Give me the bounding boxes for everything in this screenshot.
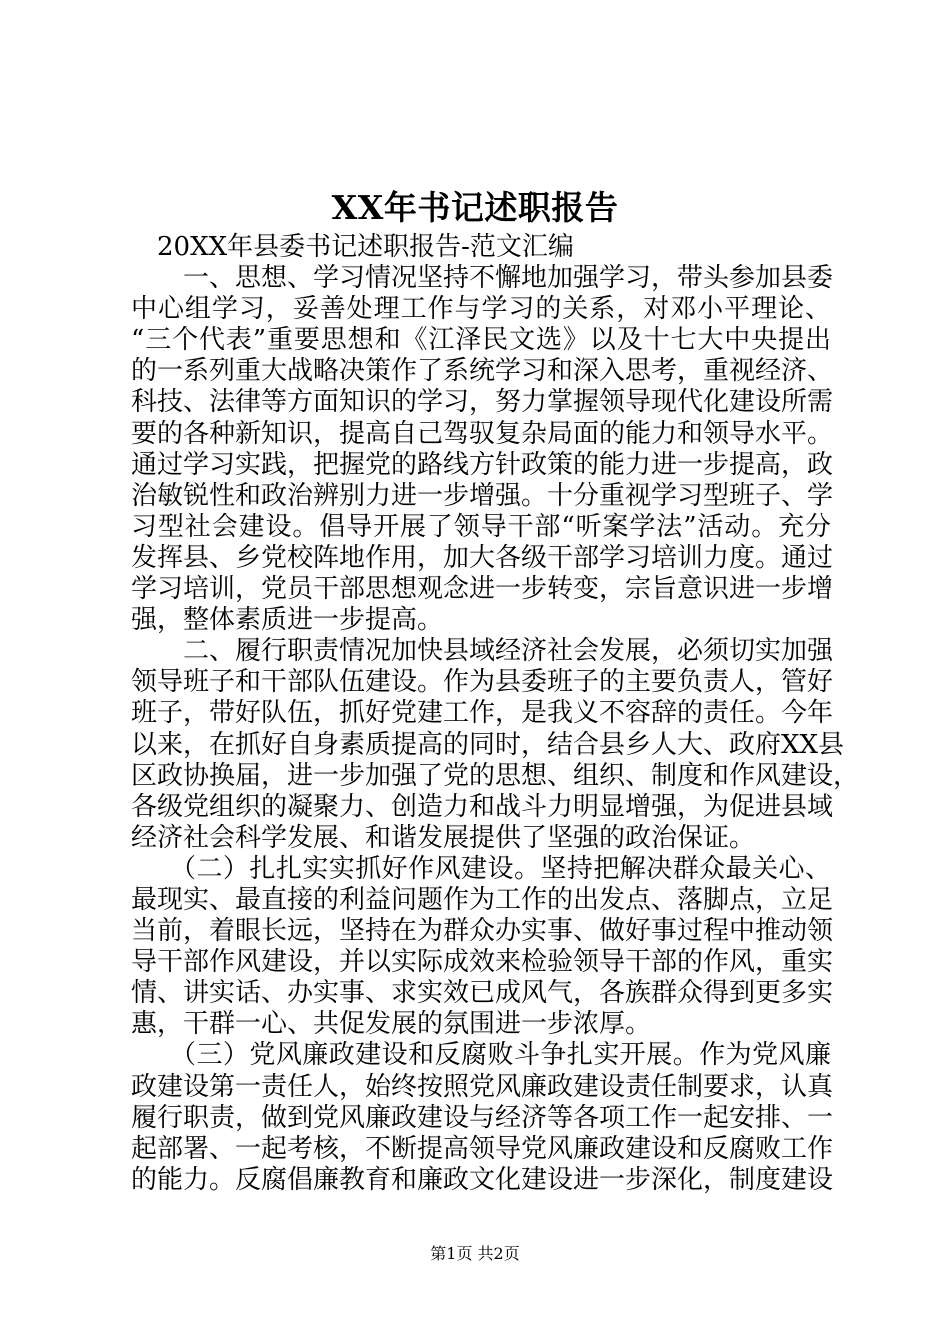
body-text-line: 的一系列重大战略决策作了系统学习和深入思考，重视经济、: [131, 356, 834, 387]
body-text-line: 当前，着眼长远，坚持在为群众办实事、做好事过程中推动领: [131, 916, 834, 947]
body-text-line: 强，整体素质进一步提高。: [131, 605, 444, 636]
body-text-line: 政建设第一责任人，始终按照党风廉政建设责任制要求，认真: [131, 1071, 834, 1102]
body-text-line: 经济社会科学发展、和谐发展提供了坚强的政治保证。: [131, 822, 756, 853]
body-text-line: 导干部作风建设，并以实际成效来检验领导干部的作风，重实: [131, 947, 834, 978]
body-text-line: 以来，在抓好自身素质提高的同时，结合县乡人大、政府XX县: [131, 729, 845, 760]
page-footer: 第1页 共2页: [430, 1244, 520, 1263]
body-text-line: 二、履行职责情况加快县域经济社会发展，必须切实加强: [183, 636, 834, 667]
body-text-line: 领导班子和干部队伍建设。作为县委班子的主要负责人，管好: [131, 667, 834, 698]
body-text-line: 治敏锐性和政治辨别力进一步增强。十分重视学习型班子、学: [131, 480, 834, 511]
body-text-line: 最现实、最直接的利益问题作为工作的出发点、落脚点，立足: [131, 884, 834, 915]
body-text-line: 的能力。反腐倡廉教育和廉政文化建设进一步深化，制度建设: [131, 1164, 834, 1195]
document-title: XX年书记述职报告: [331, 188, 619, 227]
body-text-line: 履行职责，做到党风廉政建设与经济等各项工作一起安排、一: [131, 1102, 834, 1133]
body-text-line: 区政协换届，进一步加强了党的思想、组织、制度和作风建设，: [131, 760, 860, 791]
body-text-line: 中心组学习，妥善处理工作与学习的关系，对邓小平理论、: [131, 294, 831, 325]
body-text-line: 情、讲实话、办实事、求实效已成风气，各族群众得到更多实: [131, 978, 834, 1009]
body-text-line: 起部署、一起考核，不断提高领导党风廉政建设和反腐败工作: [131, 1133, 834, 1164]
body-text-line: （二）扎扎实实抓好作风建设。坚持把解决群众最关心、: [170, 853, 831, 884]
body-text-line: “三个代表”重要思想和《江泽民文选》以及十七大中央提出: [131, 325, 831, 356]
body-text-line: 班子，带好队伍，抓好党建工作，是我义不容辞的责任。今年: [131, 698, 834, 729]
body-text-line: 惠，干群一心、共促发展的氛围进一步浓厚。: [131, 1009, 652, 1040]
body-text-line: 科技、法律等方面知识的学习，努力掌握领导现代化建设所需: [131, 387, 834, 418]
body-text-line: 要的各种新知识，提高自己驾驭复杂局面的能力和领导水平。: [131, 418, 834, 449]
body-text-line: 发挥县、乡党校阵地作用，加大各级干部学习培训力度。通过: [131, 542, 834, 573]
body-text-line: （三）党风廉政建设和反腐败斗争扎实开展。作为党风廉: [170, 1040, 831, 1071]
body-text-line: 学习培训，党员干部思想观念进一步转变，宗旨意识进一步增: [131, 574, 834, 605]
body-text-line: 一、思想、学习情况坚持不懈地加强学习，带头参加县委: [183, 263, 834, 294]
body-text-line: 通过学习实践，把握党的路线方针政策的能力进一步提高，政: [131, 449, 834, 480]
document-body: [131, 232, 860, 1196]
body-text-line: 各级党组织的凝聚力、创造力和战斗力明显增强，为促进县域: [131, 791, 834, 822]
body-text-line: 20XX年县委书记述职报告-范文汇编: [157, 232, 574, 262]
body-text-line: 习型社会建设。倡导开展了领导干部“听案学法”活动。充分: [131, 511, 831, 542]
